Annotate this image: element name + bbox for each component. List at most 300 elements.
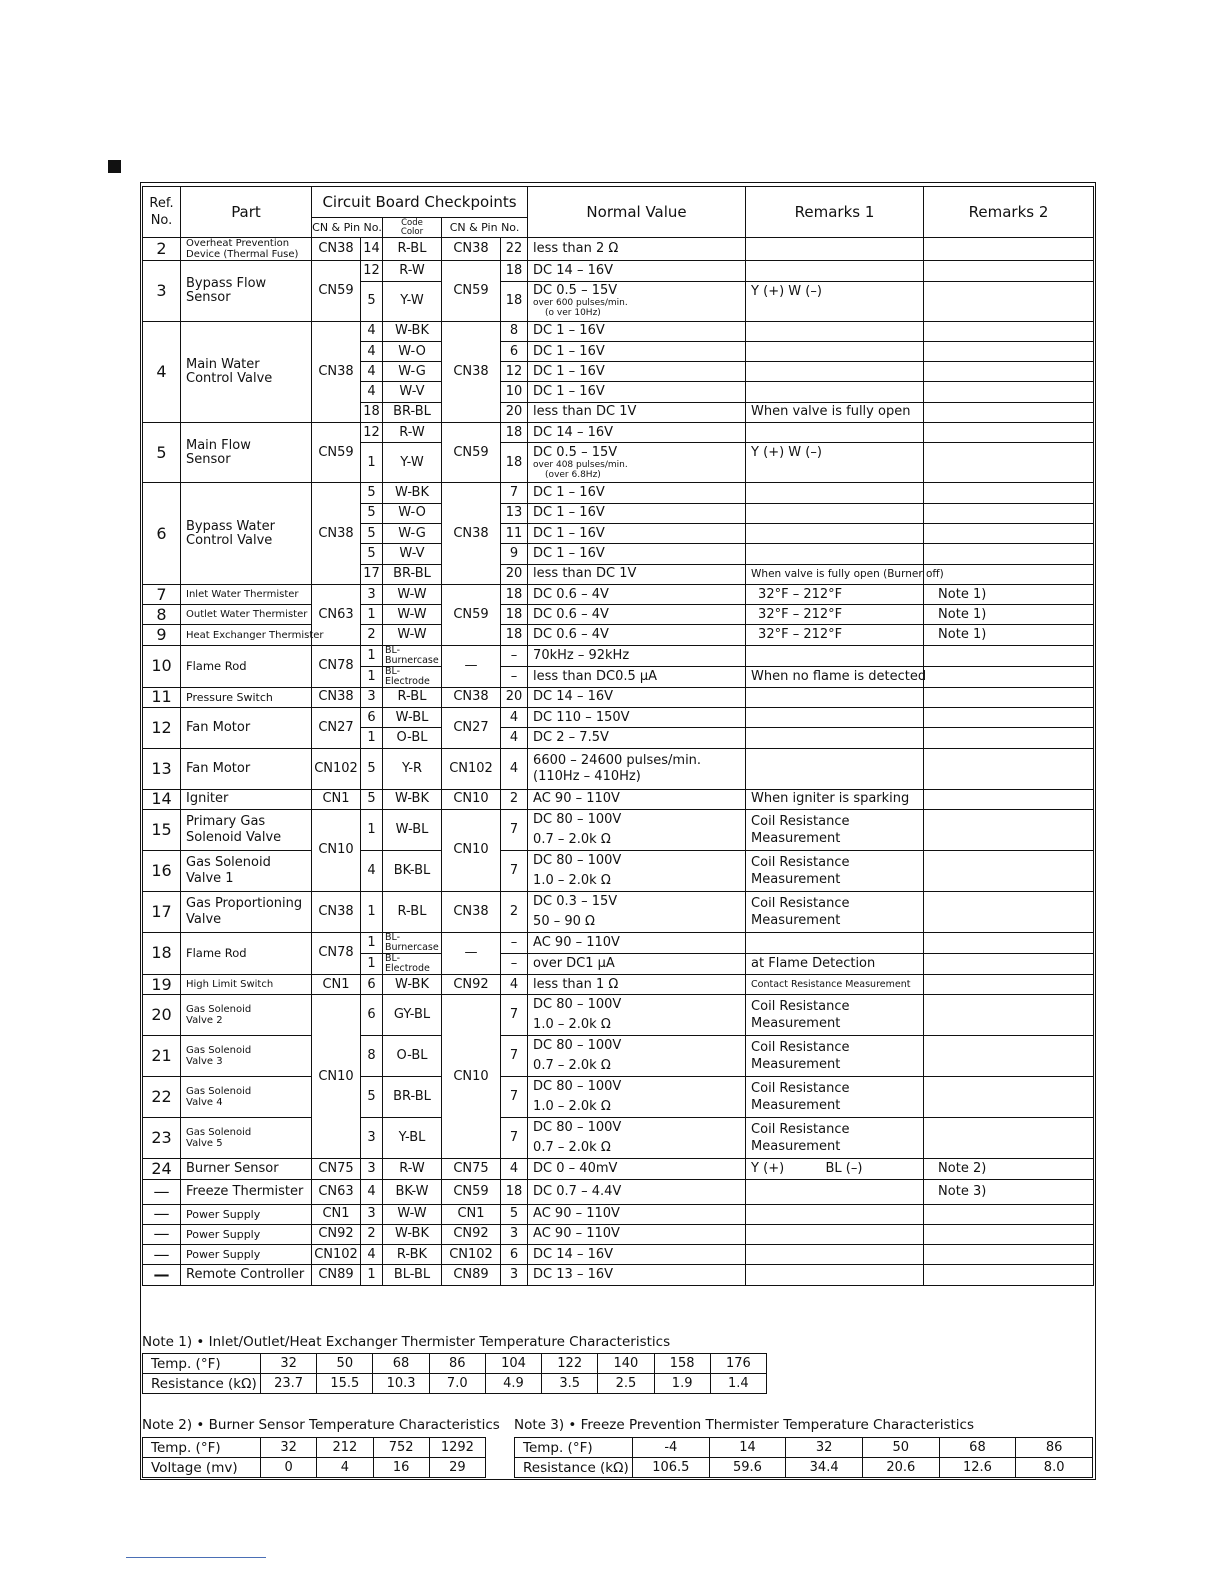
table-row bbox=[143, 483, 1094, 503]
ref-no: 3 bbox=[143, 261, 181, 321]
remarks1: Coil Resistance Measurement bbox=[746, 809, 924, 850]
code-color: BR-BL bbox=[383, 1077, 442, 1118]
cn-a: CN89 bbox=[312, 1265, 361, 1285]
resistance-cell: 23.7 bbox=[261, 1374, 317, 1394]
resistance-cell: 59.6 bbox=[709, 1458, 786, 1478]
pin-a: 1 bbox=[361, 443, 383, 483]
voltage-label: Voltage (mv) bbox=[143, 1458, 261, 1478]
code-color: R-W bbox=[383, 1159, 442, 1179]
ref-no: 2 bbox=[143, 238, 181, 261]
note1-res-row bbox=[143, 1374, 767, 1394]
remarks1: Y (+) W (–) bbox=[746, 281, 924, 321]
ref-no: 21 bbox=[143, 1036, 181, 1077]
remarks2 bbox=[924, 666, 1094, 687]
code-color: W-W bbox=[383, 625, 442, 645]
pin-a: 4 bbox=[361, 1245, 383, 1265]
cn-a: CN63 bbox=[312, 584, 361, 645]
table-row bbox=[143, 789, 1094, 809]
pin-b: 18 bbox=[501, 443, 528, 483]
cn-pin-a-header: CN & Pin No. bbox=[312, 218, 383, 238]
temp-cell: 752 bbox=[373, 1438, 429, 1458]
remarks1: 32°F – 212°F bbox=[746, 584, 924, 604]
code-color: W-G bbox=[383, 523, 442, 543]
temp-cell: 86 bbox=[429, 1354, 485, 1374]
table-row bbox=[143, 708, 1094, 728]
ref-no: 23 bbox=[143, 1118, 181, 1159]
code-color: R-BL bbox=[383, 687, 442, 707]
code-color: Y-BL bbox=[383, 1118, 442, 1159]
pin-b: – bbox=[501, 645, 528, 666]
cn-a: CN10 bbox=[312, 995, 361, 1159]
table-row bbox=[143, 748, 1094, 789]
pin-b: 6 bbox=[501, 341, 528, 361]
part-name: Flame Rod bbox=[181, 645, 312, 687]
remarks1: at Flame Detection bbox=[746, 953, 924, 974]
table-row bbox=[143, 645, 1094, 666]
pin-b: 4 bbox=[501, 708, 528, 728]
resistance-label: Resistance (kΩ) bbox=[143, 1374, 261, 1394]
ref-no: 18 bbox=[143, 932, 181, 974]
pin-a: 4 bbox=[361, 341, 383, 361]
code-color: W-BK bbox=[383, 974, 442, 994]
ref-no: 20 bbox=[143, 995, 181, 1036]
table-row bbox=[143, 1118, 1094, 1159]
ref-no: 5 bbox=[143, 423, 181, 483]
remarks1 bbox=[746, 238, 924, 261]
code-color: BR-BL bbox=[383, 402, 442, 422]
pin-b: 9 bbox=[501, 544, 528, 564]
part-name: Gas Solenoid Valve 2 bbox=[181, 995, 312, 1036]
pin-b: 11 bbox=[501, 523, 528, 543]
normal-value: DC 0 – 40mV bbox=[528, 1159, 746, 1179]
remarks2 bbox=[924, 850, 1094, 891]
pin-b: 18 bbox=[501, 605, 528, 625]
temp-cell: -4 bbox=[633, 1438, 710, 1458]
normal-value: DC 80 – 100V 1.0 – 2.0k Ω bbox=[528, 850, 746, 891]
part-name: Fan Motor bbox=[181, 748, 312, 789]
remarks2 bbox=[924, 687, 1094, 707]
note3-res-row bbox=[515, 1458, 1093, 1478]
cn-b: CN59 bbox=[442, 261, 501, 321]
code-color: W-BK bbox=[383, 1224, 442, 1244]
remarks1: Coil Resistance Measurement bbox=[746, 1036, 924, 1077]
voltage-cell: 16 bbox=[373, 1458, 429, 1478]
pin-b: 5 bbox=[501, 1204, 528, 1224]
remarks2 bbox=[924, 953, 1094, 974]
remarks1 bbox=[746, 423, 924, 443]
table-row bbox=[143, 1179, 1094, 1204]
remarks2 bbox=[924, 891, 1094, 932]
remarks1 bbox=[746, 362, 924, 382]
pin-b: 20 bbox=[501, 564, 528, 584]
ref-no: 16 bbox=[143, 850, 181, 891]
section-marker bbox=[108, 160, 121, 173]
part-name: Bypass Flow Sensor bbox=[181, 261, 312, 321]
resistance-cell: 8.0 bbox=[1016, 1458, 1093, 1478]
remarks2 bbox=[924, 523, 1094, 543]
pin-b: 7 bbox=[501, 809, 528, 850]
pin-b: 18 bbox=[501, 1179, 528, 1204]
ref-no: — bbox=[143, 1204, 181, 1224]
pin-a: 1 bbox=[361, 1265, 383, 1285]
pin-b: 4 bbox=[501, 728, 528, 748]
code-color: BL-BL bbox=[383, 1265, 442, 1285]
note1-table bbox=[142, 1353, 767, 1394]
pin-a: 1 bbox=[361, 605, 383, 625]
temp-cell: 212 bbox=[317, 1438, 373, 1458]
remarks2 bbox=[924, 1245, 1094, 1265]
resistance-cell: 1.4 bbox=[710, 1374, 766, 1394]
cn-pin-b-header: CN & Pin No. bbox=[442, 218, 528, 238]
table-row bbox=[143, 1245, 1094, 1265]
normal-value: DC 1 – 16V bbox=[528, 362, 746, 382]
ref-no: 13 bbox=[143, 748, 181, 789]
remarks2 bbox=[924, 382, 1094, 402]
temp-cell: 68 bbox=[373, 1354, 429, 1374]
part-name: Gas Solenoid Valve 1 bbox=[181, 850, 312, 891]
remarks2 bbox=[924, 1077, 1094, 1118]
remarks2 bbox=[924, 564, 1094, 584]
pin-a: 1 bbox=[361, 809, 383, 850]
normal-value: DC 1 – 16V bbox=[528, 503, 746, 523]
resistance-cell: 34.4 bbox=[786, 1458, 863, 1478]
remarks2 bbox=[924, 645, 1094, 666]
cn-a: CN1 bbox=[312, 789, 361, 809]
normal-value: DC 80 – 100V 0.7 – 2.0k Ω bbox=[528, 1036, 746, 1077]
pin-b: – bbox=[501, 932, 528, 953]
ref-no: 7 bbox=[143, 584, 181, 604]
remarks1: When igniter is sparking bbox=[746, 789, 924, 809]
pin-a: 12 bbox=[361, 423, 383, 443]
table-row bbox=[143, 261, 1094, 281]
note2-table bbox=[142, 1437, 486, 1478]
table-row bbox=[143, 321, 1094, 341]
part-name: Flame Rod bbox=[181, 932, 312, 974]
normal-value: DC 80 – 100V 0.7 – 2.0k Ω bbox=[528, 809, 746, 850]
cn-b: CN38 bbox=[442, 687, 501, 707]
cn-a: CN59 bbox=[312, 423, 361, 483]
code-color: W-V bbox=[383, 382, 442, 402]
remarks2 bbox=[924, 1265, 1094, 1285]
note1-temp-row bbox=[143, 1354, 767, 1374]
remarks2 bbox=[924, 708, 1094, 728]
cn-a: CN75 bbox=[312, 1159, 361, 1179]
cn-b: CN75 bbox=[442, 1159, 501, 1179]
normal-value: DC 80 – 100V 0.7 – 2.0k Ω bbox=[528, 1118, 746, 1159]
note2-temp-row bbox=[143, 1438, 486, 1458]
pin-a: 4 bbox=[361, 362, 383, 382]
remarks1 bbox=[746, 341, 924, 361]
remarks2 bbox=[924, 402, 1094, 422]
code-color: GY-BL bbox=[383, 995, 442, 1036]
resistance-cell: 1.9 bbox=[654, 1374, 710, 1394]
remarks2: Note 2) bbox=[924, 1159, 1094, 1179]
part-name: Power Supply bbox=[181, 1245, 312, 1265]
ref-no: 10 bbox=[143, 645, 181, 687]
pin-a: 1 bbox=[361, 666, 383, 687]
normal-value: less than 2 Ω bbox=[528, 238, 746, 261]
pin-a: 17 bbox=[361, 564, 383, 584]
temp-cell: 158 bbox=[654, 1354, 710, 1374]
remarks2 bbox=[924, 1118, 1094, 1159]
ref-no: 6 bbox=[143, 483, 181, 584]
remarks1: 32°F – 212°F bbox=[746, 605, 924, 625]
remarks2 bbox=[924, 238, 1094, 261]
remarks2 bbox=[924, 261, 1094, 281]
pin-a: 2 bbox=[361, 1224, 383, 1244]
pin-b: 2 bbox=[501, 891, 528, 932]
table-row bbox=[143, 625, 1094, 645]
pin-b: 3 bbox=[501, 1265, 528, 1285]
normal-value: DC 0.6 – 4V bbox=[528, 625, 746, 645]
cn-b: CN38 bbox=[442, 321, 501, 422]
resistance-cell: 7.0 bbox=[429, 1374, 485, 1394]
temp-cell: 14 bbox=[709, 1438, 786, 1458]
ref-no: — bbox=[143, 1265, 181, 1285]
code-color: W-BL bbox=[383, 708, 442, 728]
table-row bbox=[143, 1077, 1094, 1118]
part-name: Inlet Water Thermister bbox=[181, 584, 312, 604]
normal-value: DC 0.6 – 4V bbox=[528, 605, 746, 625]
cn-b: CN59 bbox=[442, 584, 501, 645]
pin-a: 5 bbox=[361, 1077, 383, 1118]
cn-b: CN1 bbox=[442, 1204, 501, 1224]
pin-a: 5 bbox=[361, 523, 383, 543]
temp-cell: 32 bbox=[261, 1354, 317, 1374]
code-color: BL- Burnercase bbox=[383, 932, 442, 953]
code-color: W-BL bbox=[383, 809, 442, 850]
pin-b: 7 bbox=[501, 1118, 528, 1159]
remarks1 bbox=[746, 1224, 924, 1244]
code-color: R-BL bbox=[383, 891, 442, 932]
code-color: Y-W bbox=[383, 443, 442, 483]
resistance-cell: 106.5 bbox=[633, 1458, 710, 1478]
table-row bbox=[143, 974, 1094, 994]
pin-a: 5 bbox=[361, 503, 383, 523]
cn-a: CN1 bbox=[312, 1204, 361, 1224]
remarks1: When valve is fully open bbox=[746, 402, 924, 422]
pin-b: 8 bbox=[501, 321, 528, 341]
cn-b: CN38 bbox=[442, 238, 501, 261]
code-color: BL- Electrode bbox=[383, 666, 442, 687]
remarks2 bbox=[924, 1204, 1094, 1224]
code-color: Y-R bbox=[383, 748, 442, 789]
pin-a: 4 bbox=[361, 1179, 383, 1204]
part-name: Outlet Water Thermister bbox=[181, 605, 312, 625]
remarks2 bbox=[924, 789, 1094, 809]
pin-a: 3 bbox=[361, 584, 383, 604]
cn-a: CN102 bbox=[312, 1245, 361, 1265]
code-color: W-BK bbox=[383, 789, 442, 809]
part-name: Fan Motor bbox=[181, 708, 312, 749]
pin-a: 4 bbox=[361, 321, 383, 341]
code-color: W-W bbox=[383, 605, 442, 625]
remarks1 bbox=[746, 1179, 924, 1204]
ref-no: 8 bbox=[143, 605, 181, 625]
cn-b: CN92 bbox=[442, 1224, 501, 1244]
part-name: Primary Gas Solenoid Valve bbox=[181, 809, 312, 850]
remarks2 bbox=[924, 341, 1094, 361]
remarks2 bbox=[924, 321, 1094, 341]
normal-value: DC 0.6 – 4V bbox=[528, 584, 746, 604]
remarks2 bbox=[924, 995, 1094, 1036]
table-row bbox=[143, 238, 1094, 261]
normal-value: 6600 – 24600 pulses/min. (110Hz – 410Hz) bbox=[528, 748, 746, 789]
cn-a: CN38 bbox=[312, 483, 361, 584]
part-name: Gas Solenoid Valve 3 bbox=[181, 1036, 312, 1077]
ref-header: Ref. No. bbox=[143, 187, 181, 238]
temp-cell: 122 bbox=[542, 1354, 598, 1374]
pin-a: 5 bbox=[361, 483, 383, 503]
normal-value: DC 14 – 16V bbox=[528, 687, 746, 707]
checkpoints-header: Circuit Board Checkpoints bbox=[312, 187, 528, 218]
cn-a: CN38 bbox=[312, 238, 361, 261]
normal-value: less than DC0.5 μA bbox=[528, 666, 746, 687]
normal-value: DC 110 – 150V bbox=[528, 708, 746, 728]
normal-value: DC 0.5 – 15V over 408 pulses/min. (over 6.8Hz) bbox=[528, 443, 746, 483]
remarks2 bbox=[924, 362, 1094, 382]
cn-a: CN10 bbox=[312, 809, 361, 891]
code-color: R-W bbox=[383, 261, 442, 281]
cn-b: — bbox=[442, 932, 501, 974]
voltage-cell: 29 bbox=[429, 1458, 485, 1478]
remarks2 bbox=[924, 443, 1094, 483]
pin-b: 20 bbox=[501, 402, 528, 422]
code-color: W-BK bbox=[383, 321, 442, 341]
cn-b: CN59 bbox=[442, 423, 501, 483]
pin-a: 4 bbox=[361, 382, 383, 402]
normal-value: DC 1 – 16V bbox=[528, 483, 746, 503]
voltage-cell: 4 bbox=[317, 1458, 373, 1478]
cn-a: CN102 bbox=[312, 748, 361, 789]
pin-b: 7 bbox=[501, 995, 528, 1036]
remarks1 bbox=[746, 708, 924, 728]
pin-a: 6 bbox=[361, 974, 383, 994]
pin-a: 14 bbox=[361, 238, 383, 261]
cn-a: CN78 bbox=[312, 932, 361, 974]
remarks1: Coil Resistance Measurement bbox=[746, 891, 924, 932]
resistance-cell: 2.5 bbox=[598, 1374, 654, 1394]
temp-label: Temp. (°F) bbox=[143, 1354, 261, 1374]
code-color: W-G bbox=[383, 362, 442, 382]
pin-b: 18 bbox=[501, 625, 528, 645]
remarks1: When no flame is detected bbox=[746, 666, 924, 687]
pin-a: 12 bbox=[361, 261, 383, 281]
remarks1 bbox=[746, 503, 924, 523]
ref-no: 4 bbox=[143, 321, 181, 422]
cn-a: CN38 bbox=[312, 321, 361, 422]
remarks1: Y (+) BL (–) bbox=[746, 1159, 924, 1179]
table-row bbox=[143, 687, 1094, 707]
ref-no: — bbox=[143, 1224, 181, 1244]
remarks1: Y (+) W (–) bbox=[746, 443, 924, 483]
part-name: Power Supply bbox=[181, 1224, 312, 1244]
normal-value: over DC1 μA bbox=[528, 953, 746, 974]
normal-value: 70kHz – 92kHz bbox=[528, 645, 746, 666]
normal-value: DC 0.3 – 15V 50 – 90 Ω bbox=[528, 891, 746, 932]
cn-b: CN102 bbox=[442, 1245, 501, 1265]
cn-b: CN10 bbox=[442, 789, 501, 809]
table-row bbox=[143, 1204, 1094, 1224]
normal-value: DC 1 – 16V bbox=[528, 523, 746, 543]
remarks1: Coil Resistance Measurement bbox=[746, 1077, 924, 1118]
cn-b: CN10 bbox=[442, 809, 501, 891]
normal-value: DC 0.7 – 4.4V bbox=[528, 1179, 746, 1204]
remarks1 bbox=[746, 483, 924, 503]
pin-b: 7 bbox=[501, 1077, 528, 1118]
ref-no: 9 bbox=[143, 625, 181, 645]
table-row bbox=[143, 850, 1094, 891]
cn-b: CN38 bbox=[442, 483, 501, 584]
pin-b: 3 bbox=[501, 1224, 528, 1244]
code-color: BK-W bbox=[383, 1179, 442, 1204]
cn-b: CN102 bbox=[442, 748, 501, 789]
cn-b: CN27 bbox=[442, 708, 501, 749]
temp-cell: 104 bbox=[485, 1354, 541, 1374]
table-row bbox=[143, 584, 1094, 604]
remarks2: Note 1) bbox=[924, 605, 1094, 625]
remarks1 bbox=[746, 523, 924, 543]
ref-no: — bbox=[143, 1179, 181, 1204]
ref-no: 17 bbox=[143, 891, 181, 932]
remarks1 bbox=[746, 687, 924, 707]
cn-a: CN63 bbox=[312, 1179, 361, 1204]
resistance-cell: 12.6 bbox=[939, 1458, 1016, 1478]
header-row bbox=[143, 187, 1094, 218]
pin-b: 20 bbox=[501, 687, 528, 707]
pin-a: 4 bbox=[361, 850, 383, 891]
remarks2 bbox=[924, 423, 1094, 443]
cn-b: CN92 bbox=[442, 974, 501, 994]
table-row bbox=[143, 1265, 1094, 1285]
part-name: Main Water Control Valve bbox=[181, 321, 312, 422]
remarks1 bbox=[746, 1265, 924, 1285]
cn-b: CN59 bbox=[442, 1179, 501, 1204]
remarks2: Note 1) bbox=[924, 625, 1094, 645]
remarks1: Coil Resistance Measurement bbox=[746, 850, 924, 891]
code-color: W-BK bbox=[383, 483, 442, 503]
remarks1 bbox=[746, 748, 924, 789]
part-name: Igniter bbox=[181, 789, 312, 809]
remarks2 bbox=[924, 544, 1094, 564]
pin-b: 4 bbox=[501, 1159, 528, 1179]
temp-cell: 68 bbox=[939, 1438, 1016, 1458]
remarks2 bbox=[924, 932, 1094, 953]
pin-b: 18 bbox=[501, 261, 528, 281]
code-color: BR-BL bbox=[383, 564, 442, 584]
ref-no: 14 bbox=[143, 789, 181, 809]
ref-no: — bbox=[143, 1245, 181, 1265]
ref-no: 15 bbox=[143, 809, 181, 850]
code-color: O-BL bbox=[383, 1036, 442, 1077]
remarks2-header: Remarks 2 bbox=[924, 187, 1094, 238]
table-row bbox=[143, 891, 1094, 932]
normal-value: DC 14 – 16V bbox=[528, 423, 746, 443]
part-name: Burner Sensor bbox=[181, 1159, 312, 1179]
cn-a: CN78 bbox=[312, 645, 361, 687]
pin-a: 5 bbox=[361, 748, 383, 789]
pin-b: 7 bbox=[501, 850, 528, 891]
remarks2: Note 3) bbox=[924, 1179, 1094, 1204]
ref-no: 11 bbox=[143, 687, 181, 707]
part-name: Gas Solenoid Valve 5 bbox=[181, 1118, 312, 1159]
normal-value: DC 80 – 100V 1.0 – 2.0k Ω bbox=[528, 995, 746, 1036]
resistance-label: Resistance (kΩ) bbox=[515, 1458, 633, 1478]
cn-b: CN38 bbox=[442, 891, 501, 932]
remarks1: Coil Resistance Measurement bbox=[746, 1118, 924, 1159]
temp-cell: 32 bbox=[261, 1438, 317, 1458]
part-name: Main Flow Sensor bbox=[181, 423, 312, 483]
